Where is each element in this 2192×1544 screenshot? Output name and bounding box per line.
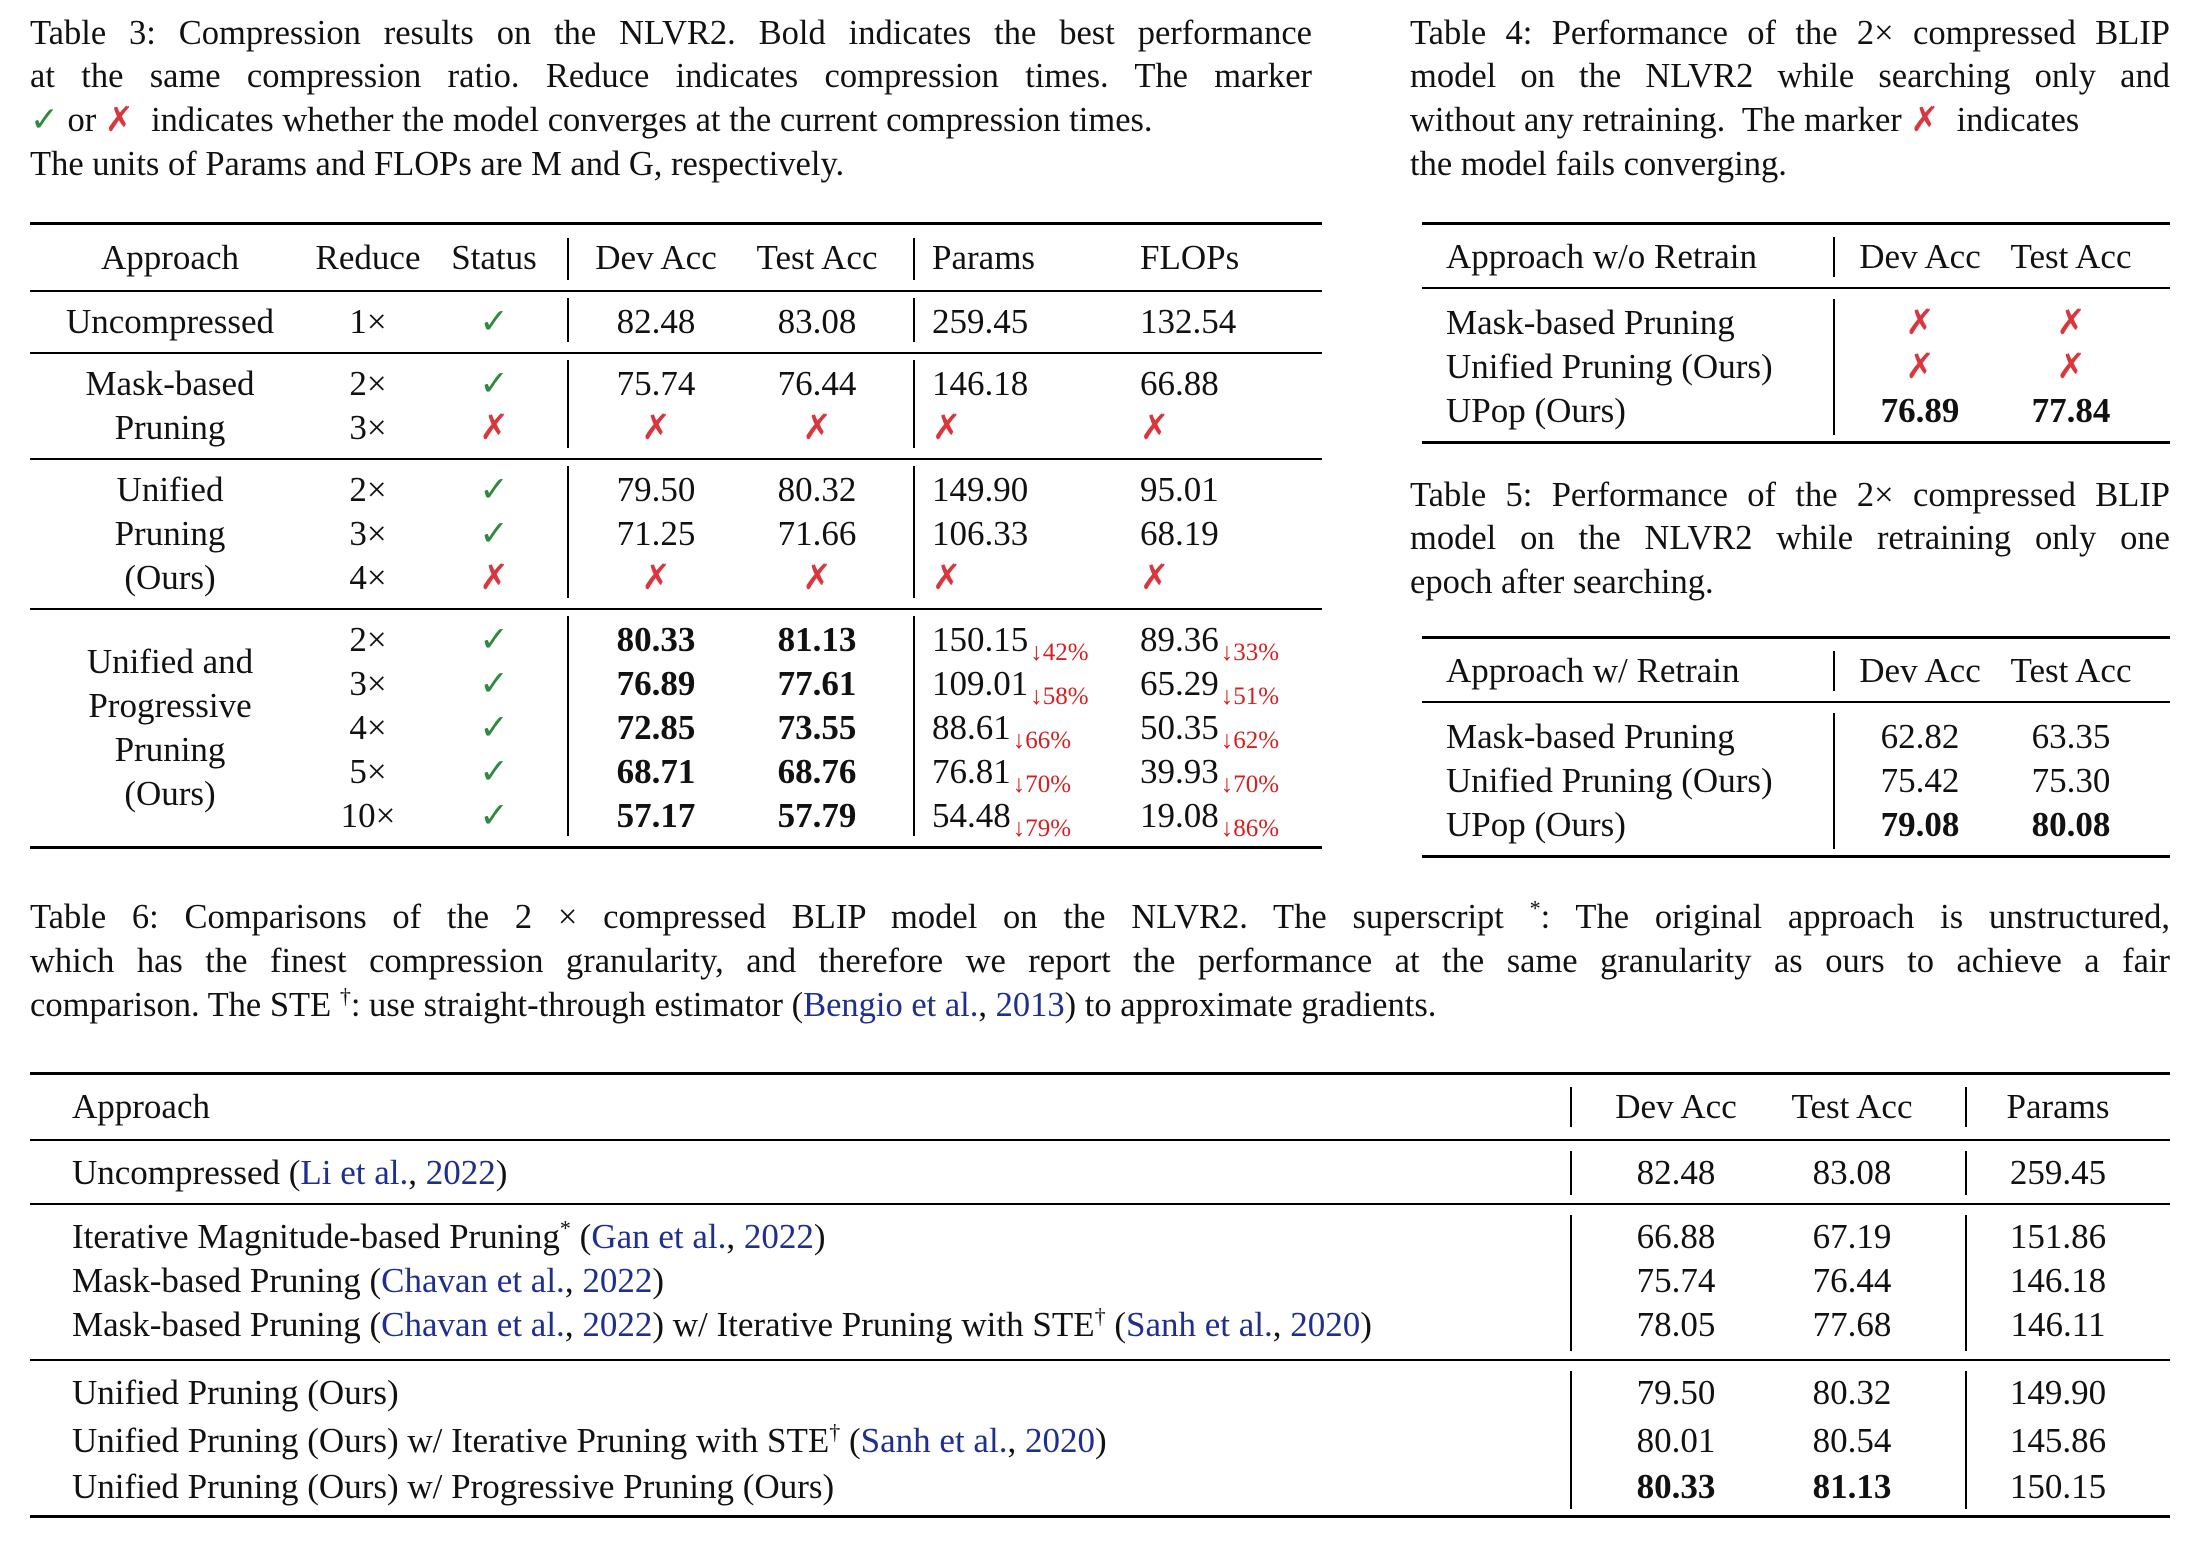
column-separator <box>567 616 569 836</box>
column-header: Test Acc <box>2010 237 2132 276</box>
params-cell: 149.90 <box>2009 1373 2107 1412</box>
test-acc-cell: 76.44 <box>777 364 857 403</box>
text-span: Unified Pruning (Ours) w/ Iterative Pruning with STE <box>72 1421 830 1460</box>
text-span: ) <box>652 1261 664 1300</box>
dev-acc-cell: 71.25 <box>616 514 696 553</box>
table5-caption-line: model on the NLVR2 while retraining only one <box>1410 519 2170 557</box>
test-acc-cell: 80.08 <box>2031 805 2111 844</box>
cross-mark-icon: ✗ <box>1140 558 1170 597</box>
approach-label <box>72 1217 826 1257</box>
reduce-cell: 1× <box>349 302 387 341</box>
test-acc-cell: 68.76 <box>777 752 857 791</box>
text-span: ) to approximate gradients. <box>1064 986 1437 1024</box>
table-rule <box>30 290 1322 292</box>
params-cell: 259.45 <box>932 302 1029 341</box>
table-rule <box>30 458 1322 460</box>
cross-mark-icon: ✗ <box>1905 347 1935 386</box>
reduction-percent: ↓33% <box>1220 639 1280 666</box>
reduce-cell: 3× <box>349 408 387 447</box>
params-cell: 149.90 <box>932 470 1029 509</box>
superscript-marker: † <box>1094 1303 1106 1329</box>
reduction-percent: ↓66% <box>1012 727 1072 754</box>
approach-label: UPop (Ours) <box>1446 805 1626 844</box>
column-header: Approach <box>72 1087 211 1126</box>
approach-label <box>72 1261 664 1301</box>
table-rule <box>1422 636 2170 639</box>
params-cell: $76.81_{↓70\%}$ <box>932 752 1072 798</box>
table-rule <box>30 608 1322 610</box>
table4-caption-line: without any retraining. The marker ✗ indicates <box>1410 101 2080 139</box>
table-rule <box>1422 701 2170 703</box>
table-rule <box>1422 222 2170 225</box>
approach-label <box>72 1305 1372 1345</box>
cross-mark-icon: ✗ <box>1910 101 1940 139</box>
superscript-marker: * <box>559 1215 571 1241</box>
table4-caption-line: Table 4: Performance of the 2× compressed BLIP <box>1410 14 2170 52</box>
column-header: Params <box>932 238 1036 277</box>
reduction-percent: ↓58% <box>1030 683 1089 710</box>
dev-acc-cell: 82.48 <box>1636 1153 1716 1192</box>
cross-mark-icon: ✗ <box>932 558 962 597</box>
table6-caption-line <box>30 896 2170 940</box>
text-span: , <box>408 1153 426 1192</box>
citation-link[interactable]: Chavan et al. <box>381 1261 565 1300</box>
dev-acc-cell: 75.42 <box>1880 761 1960 800</box>
dev-acc-cell: 68.71 <box>616 752 696 791</box>
column-separator <box>567 298 569 342</box>
params-cell: 145.86 <box>2009 1421 2107 1460</box>
dev-acc-cell: 80.33 <box>1636 1467 1716 1506</box>
cross-mark-icon: ✗ <box>2056 347 2086 386</box>
text-span: ) <box>1094 1421 1107 1460</box>
reduction-percent: ↓70% <box>1220 771 1280 798</box>
flops-cell: 68.19 <box>1140 514 1219 553</box>
test-acc-cell: 76.44 <box>1812 1261 1892 1300</box>
dev-acc-cell: 80.01 <box>1636 1421 1716 1460</box>
dev-acc-cell: 57.17 <box>616 796 696 835</box>
text-span: ) <box>495 1153 508 1192</box>
checkmark-icon: ✓ <box>479 796 509 835</box>
column-separator <box>1965 1087 1967 1127</box>
table-rule <box>30 1515 2170 1518</box>
column-separator <box>1570 1371 1572 1509</box>
dev-acc-cell: 79.08 <box>1880 805 1960 844</box>
column-header: Params <box>2006 1087 2110 1126</box>
citation-link[interactable]: Gan et al. <box>591 1217 727 1256</box>
table6-caption-line <box>30 984 1436 1028</box>
column-header: Reduce <box>315 238 421 277</box>
table-rule <box>1422 441 2170 444</box>
approach-label: UPop (Ours) <box>1446 391 1626 430</box>
table3-caption-line: Table 3: Compression results on the NLVR2. Bold indicates the best performance <box>30 14 1312 52</box>
checkmark-icon: ✓ <box>479 364 509 403</box>
test-acc-cell: 80.54 <box>1812 1421 1892 1460</box>
dev-acc-cell: 66.88 <box>1636 1217 1716 1256</box>
params-cell: $150.15_{↓42\%}$ <box>932 620 1089 666</box>
text-span: ( <box>840 1421 861 1460</box>
flops-cell: $19.08_{↓86\%}$ <box>1140 796 1280 842</box>
approach-label: Uncompressed <box>65 302 275 341</box>
approach-label <box>72 1467 834 1507</box>
table5-caption-line: epoch after searching. <box>1410 563 1714 601</box>
checkmark-icon: ✓ <box>479 302 509 341</box>
test-acc-cell: 71.66 <box>777 514 857 553</box>
citation-link[interactable]: Sanh et al. <box>860 1421 1008 1460</box>
approach-label <box>72 1421 1107 1461</box>
column-separator <box>913 616 915 836</box>
cross-mark-icon: ✗ <box>1905 303 1935 342</box>
column-header: Status <box>451 238 537 277</box>
dev-acc-cell: 79.50 <box>1636 1373 1716 1412</box>
params-cell: 146.11 <box>2010 1305 2106 1344</box>
column-header: Dev Acc <box>1859 237 1981 276</box>
reduce-cell: 4× <box>349 708 387 747</box>
approach-label: Mask-based Pruning <box>1446 717 1735 756</box>
reduction-percent: ↓70% <box>1012 771 1072 798</box>
table3-caption-line: at the same compression ratio. Reduce indicates compression times. The marker <box>30 57 1312 95</box>
citation-link[interactable]: 2022 <box>425 1153 496 1192</box>
params-cell: 151.86 <box>2009 1217 2107 1256</box>
params-cell: 146.18 <box>2009 1261 2107 1300</box>
text-span: , <box>564 1261 583 1300</box>
dev-acc-cell: 62.82 <box>1880 717 1960 756</box>
flops-cell: $65.29_{↓51\%}$ <box>1140 664 1280 710</box>
cross-mark-icon: ✗ <box>2056 303 2086 342</box>
test-acc-cell: 75.30 <box>2031 761 2111 800</box>
dev-acc-cell: 78.05 <box>1636 1305 1716 1344</box>
table-rule <box>30 1139 2170 1141</box>
approach-label: Pruning <box>114 408 226 447</box>
table3-caption-line: The units of Params and FLOPs are M and G, respectively. <box>30 145 845 183</box>
text-span: ) <box>1360 1305 1372 1344</box>
approach-label: (Ours) <box>124 774 216 813</box>
checkmark-icon: ✓ <box>479 708 509 747</box>
test-acc-cell: 81.13 <box>777 620 857 659</box>
text-span: comparison. The STE <box>30 986 340 1024</box>
text-span: , <box>978 986 996 1024</box>
test-acc-cell: 81.13 <box>1812 1467 1892 1506</box>
cross-mark-icon: ✗ <box>802 558 832 597</box>
flops-cell: $89.36_{↓33\%}$ <box>1140 620 1280 666</box>
text-span: Iterative Magnitude-based Pruning <box>72 1217 560 1256</box>
checkmark-icon: ✓ <box>479 470 509 509</box>
table6-caption-line <box>30 940 2170 984</box>
column-header: FLOPs <box>1140 238 1240 277</box>
checkmark-icon: ✓ <box>479 752 509 791</box>
cross-mark-icon: ✗ <box>641 558 671 597</box>
test-acc-cell: 83.08 <box>1812 1153 1892 1192</box>
checkmark-icon: ✓ <box>479 664 509 703</box>
column-separator <box>1965 1215 1967 1351</box>
test-acc-cell: 80.32 <box>1812 1373 1892 1412</box>
cross-mark-icon: ✗ <box>1140 408 1170 447</box>
dev-acc-cell: 82.48 <box>616 302 696 341</box>
reduce-cell: 2× <box>349 620 387 659</box>
text-span: : use straight-through estimator ( <box>350 986 804 1024</box>
reduction-percent: ↓42% <box>1030 639 1089 666</box>
citation-link[interactable]: 2020 <box>1024 1421 1095 1460</box>
text-span: , <box>726 1217 744 1256</box>
reduce-cell: 2× <box>349 364 387 403</box>
column-separator <box>1833 651 1835 691</box>
column-header: Approach w/o Retrain <box>1446 237 1758 276</box>
table3-caption-line: ✓ or ✗ indicates whether the model converges at the current compression times. <box>30 101 1153 139</box>
cross-mark-icon: ✗ <box>104 101 134 139</box>
citation-link[interactable]: 2013 <box>995 986 1065 1024</box>
text-span: ) w/ Iterative Pruning with STE <box>652 1305 1095 1344</box>
column-separator <box>913 360 915 448</box>
table5-caption-line: Table 5: Performance of the 2× compressed BLIP <box>1410 476 2170 514</box>
approach-label: Unified Pruning (Ours) <box>1446 761 1773 800</box>
test-acc-cell: 77.68 <box>1812 1305 1892 1344</box>
citation-link[interactable]: 2022 <box>582 1305 653 1344</box>
text-span: Mask-based Pruning ( <box>72 1305 382 1344</box>
text-span: ( <box>1105 1305 1127 1344</box>
table-rule <box>30 846 1322 849</box>
checkmark-icon: ✓ <box>479 620 509 659</box>
test-acc-cell: 57.79 <box>777 796 857 835</box>
dev-acc-cell: 79.50 <box>616 470 696 509</box>
text-span: ) <box>813 1217 826 1256</box>
approach-label <box>72 1153 507 1193</box>
approach-label: Unified <box>116 470 224 509</box>
column-separator <box>567 360 569 448</box>
reduce-cell: 3× <box>349 664 387 703</box>
checkmark-icon: ✓ <box>30 101 59 139</box>
column-header: Dev Acc <box>595 238 717 277</box>
approach-label: Progressive <box>88 686 252 725</box>
citation-link[interactable]: 2022 <box>743 1217 814 1256</box>
dev-acc-cell: 72.85 <box>616 708 696 747</box>
citation-link[interactable]: 2022 <box>582 1261 653 1300</box>
dev-acc-cell: 75.74 <box>616 364 696 403</box>
cross-mark-icon: ✗ <box>479 558 509 597</box>
column-header: Test Acc <box>1791 1087 1913 1126</box>
table4-caption-line: model on the NLVR2 while searching only and <box>1410 57 2170 95</box>
flops-cell: $50.35_{↓62\%}$ <box>1140 708 1280 754</box>
cross-mark-icon: ✗ <box>802 408 832 447</box>
test-acc-cell: 77.84 <box>2031 391 2111 430</box>
flops-cell: $39.93_{↓70\%}$ <box>1140 752 1280 798</box>
text-span: Unified Pruning (Ours) w/ Progressive Pruning (Ours) <box>72 1467 835 1506</box>
table-rule <box>30 222 1322 225</box>
params-cell: 106.33 <box>932 514 1029 553</box>
column-header: Dev Acc <box>1859 651 1981 690</box>
reduction-percent: ↓86% <box>1220 815 1280 842</box>
citation-link[interactable]: Bengio et al. <box>803 986 979 1024</box>
column-separator <box>1570 1087 1572 1127</box>
table-rule <box>30 352 1322 354</box>
reduction-percent: ↓62% <box>1220 727 1280 754</box>
dev-acc-cell: 80.33 <box>616 620 696 659</box>
dev-acc-cell: 75.74 <box>1636 1261 1716 1300</box>
column-separator <box>1570 1151 1572 1195</box>
approach-label: Unified and <box>86 642 254 681</box>
superscript-marker: † <box>829 1419 841 1445</box>
column-separator <box>913 466 915 598</box>
column-separator <box>913 298 915 342</box>
column-separator <box>1965 1151 1967 1195</box>
checkmark-icon: ✓ <box>479 514 509 553</box>
test-acc-cell: 73.55 <box>777 708 857 747</box>
reduce-cell: 10× <box>340 796 396 835</box>
params-cell: 259.45 <box>2009 1153 2107 1192</box>
text-span: Table 6: Comparisons of the 2 × compressed BLIP model on the NLVR2. The superscript <box>30 898 1530 936</box>
approach-label: Pruning <box>114 514 226 553</box>
flops-cell: 66.88 <box>1140 364 1219 403</box>
column-header: Test Acc <box>2010 651 2132 690</box>
text-span: Unified Pruning (Ours) <box>72 1373 399 1412</box>
text-span: : The original approach is unstructured, <box>1540 898 2170 936</box>
approach-label: (Ours) <box>124 558 216 597</box>
reduction-percent: ↓79% <box>1012 815 1072 842</box>
test-acc-cell: 80.32 <box>777 470 857 509</box>
table4-caption-line: the model fails converging. <box>1410 145 1787 183</box>
superscript-marker: * <box>1529 895 1541 921</box>
superscript-marker: † <box>339 983 351 1009</box>
test-acc-cell: 63.35 <box>2031 717 2111 756</box>
params-cell: $109.01_{↓58\%}$ <box>932 664 1089 710</box>
test-acc-cell: 77.61 <box>777 664 857 703</box>
table-rule <box>30 1359 2170 1361</box>
test-acc-cell: 67.19 <box>1812 1217 1892 1256</box>
reduce-cell: 2× <box>349 470 387 509</box>
text-span: Mask-based Pruning ( <box>72 1261 382 1300</box>
column-header: Approach <box>100 238 240 277</box>
text-span: ( <box>570 1217 592 1256</box>
params-cell: $54.48_{↓79\%}$ <box>932 796 1072 842</box>
text-span: , <box>564 1305 583 1344</box>
table-rule <box>30 1203 2170 1205</box>
column-header: Dev Acc <box>1615 1087 1737 1126</box>
table-rule <box>1422 287 2170 289</box>
params-cell: 150.15 <box>2009 1467 2107 1506</box>
column-separator <box>913 238 915 280</box>
reduce-cell: 4× <box>349 558 387 597</box>
cross-mark-icon: ✗ <box>479 408 509 447</box>
test-acc-cell: 83.08 <box>777 302 857 341</box>
text-span: , <box>1007 1421 1025 1460</box>
column-separator <box>1833 237 1835 277</box>
approach-label <box>72 1373 399 1413</box>
flops-cell: 132.54 <box>1140 302 1237 341</box>
dev-acc-cell: 76.89 <box>1880 391 1960 430</box>
column-header: Approach w/ Retrain <box>1446 651 1740 690</box>
approach-label: Unified Pruning (Ours) <box>1446 347 1773 386</box>
column-separator <box>1833 299 1835 435</box>
cross-mark-icon: ✗ <box>932 408 962 447</box>
column-separator <box>1965 1371 1967 1509</box>
text-span: Uncompressed ( <box>72 1153 301 1192</box>
citation-link[interactable]: 2020 <box>1290 1305 1361 1344</box>
citation-link[interactable]: Chavan et al. <box>381 1305 565 1344</box>
text-span: which has the finest compression granularity, and therefore we report the performance at the same granularity as ours to achieve a fair <box>30 942 2170 980</box>
citation-link[interactable]: Sanh et al. <box>1126 1305 1273 1344</box>
text-span: , <box>1272 1305 1291 1344</box>
approach-label: Pruning <box>114 730 226 769</box>
reduce-cell: 5× <box>349 752 387 791</box>
table-rule <box>1422 855 2170 858</box>
flops-cell: 95.01 <box>1140 470 1219 509</box>
cross-mark-icon: ✗ <box>641 408 671 447</box>
approach-label: Mask-based Pruning <box>1446 303 1735 342</box>
reduce-cell: 3× <box>349 514 387 553</box>
column-separator <box>567 238 569 280</box>
column-separator <box>1833 713 1835 849</box>
table-rule <box>30 1072 2170 1075</box>
column-separator <box>567 466 569 598</box>
approach-label: Mask-based <box>85 364 255 403</box>
column-separator <box>1570 1215 1572 1351</box>
params-cell: $88.61_{↓66\%}$ <box>932 708 1072 754</box>
column-header: Test Acc <box>756 238 878 277</box>
dev-acc-cell: 76.89 <box>616 664 696 703</box>
params-cell: 146.18 <box>932 364 1029 403</box>
citation-link[interactable]: Li et al. <box>300 1153 409 1192</box>
reduction-percent: ↓51% <box>1220 683 1280 710</box>
